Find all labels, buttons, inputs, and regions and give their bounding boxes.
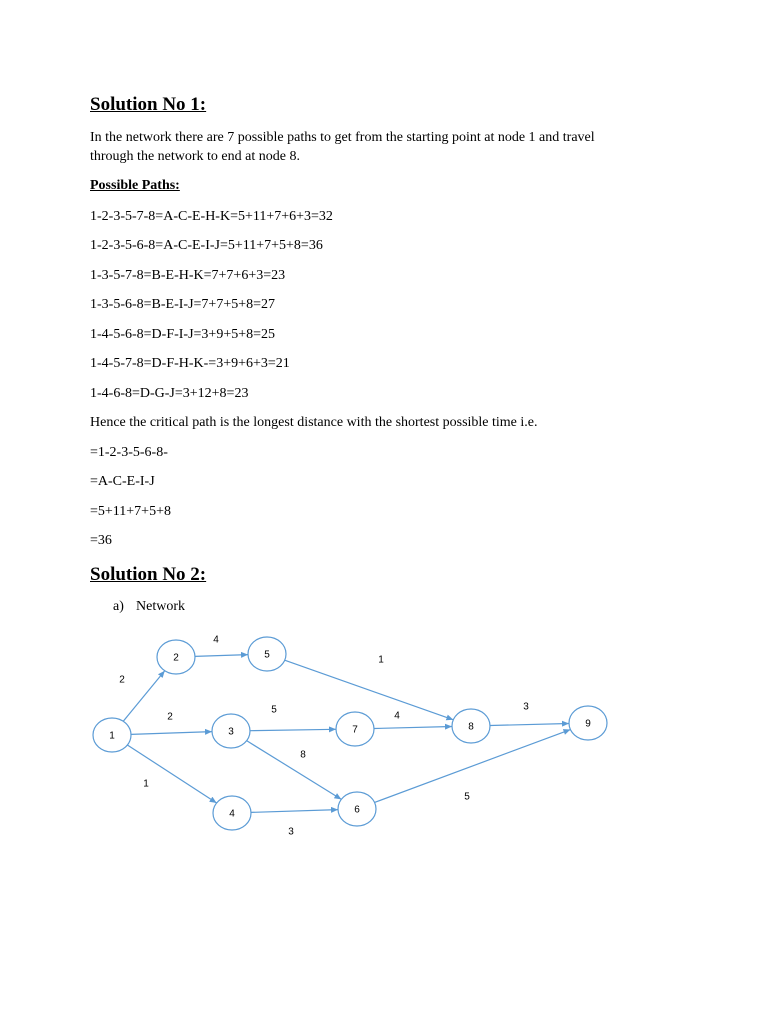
edge-weight-label: 2	[119, 674, 125, 686]
result-line: =5+11+7+5+8	[90, 504, 171, 519]
edge-1-2	[123, 671, 165, 722]
node-4	[213, 796, 251, 830]
intro-line-2: through the network to end at node 8.	[90, 149, 300, 164]
edge-weight-label: 2	[167, 711, 173, 723]
node-2	[157, 640, 195, 674]
node-label: 9	[585, 718, 591, 730]
node-3	[212, 714, 250, 748]
path-line: 1-4-5-7-8=D-F-H-K-=3+9+6+3=21	[90, 356, 290, 371]
edge-3-7	[250, 729, 336, 730]
node-8	[452, 709, 490, 743]
node-7	[336, 712, 374, 746]
edge-1-4	[127, 745, 216, 803]
edge-weight-label: 1	[143, 778, 149, 790]
edge-weight-label: 8	[300, 749, 306, 761]
path-line: 1-2-3-5-6-8=A-C-E-I-J=5+11+7+5+8=36	[90, 238, 323, 253]
edge-4-6	[251, 810, 338, 813]
node-6	[338, 792, 376, 826]
edge-weight-label: 5	[464, 791, 470, 803]
node-5	[248, 637, 286, 671]
list-item-label: Network	[136, 599, 185, 614]
path-line: 1-4-6-8=D-G-J=3+12+8=23	[90, 386, 249, 401]
node-label: 3	[228, 726, 234, 738]
edge-1-3	[131, 732, 212, 735]
edge-weight-label: 4	[213, 634, 219, 646]
edge-7-8	[374, 726, 452, 728]
result-line: =A-C-E-I-J	[90, 474, 155, 489]
list-marker: a)	[113, 599, 124, 614]
edge-8-9	[490, 723, 569, 725]
node-label: 7	[352, 724, 358, 736]
edge-weight-label: 5	[271, 704, 277, 716]
edge-weight-label: 1	[378, 654, 384, 666]
possible-paths-label: Possible Paths:	[90, 178, 180, 193]
solution-1-heading: Solution No 1:	[90, 94, 207, 115]
node-label: 4	[229, 808, 235, 820]
edge-weight-label: 3	[523, 701, 529, 713]
node-label: 1	[109, 730, 115, 742]
node-label: 2	[173, 652, 179, 664]
path-line: 1-4-5-6-8=D-F-I-J=3+9+5+8=25	[90, 327, 276, 342]
result-line: =36	[90, 533, 112, 548]
node-label: 8	[468, 721, 474, 733]
edge-5-8	[285, 660, 454, 720]
solution-2-heading: Solution No 2:	[90, 564, 207, 585]
path-line: 1-3-5-7-8=B-E-H-K=7+7+6+3=23	[90, 268, 286, 283]
node-9	[569, 706, 607, 740]
critical-path-conclusion: Hence the critical path is the longest distance with the shortest possible time i.e.	[90, 415, 538, 430]
path-line: 1-2-3-5-7-8=A-C-E-H-K=5+11+7+6+3=32	[90, 209, 333, 224]
node-1	[93, 718, 131, 752]
edge-weight-label: 4	[394, 710, 400, 722]
result-line: =1-2-3-5-6-8-	[90, 445, 168, 460]
node-label: 5	[264, 649, 270, 661]
node-label: 6	[354, 804, 360, 816]
path-line: 1-3-5-6-8=B-E-I-J=7+7+5+8=27	[90, 297, 276, 312]
intro-line-1: In the network there are 7 possible paths to get from the starting point at node 1 and travel	[90, 130, 595, 145]
edge-weight-label: 3	[288, 826, 294, 838]
edge-3-6	[247, 741, 342, 800]
edge-2-5	[195, 655, 248, 657]
